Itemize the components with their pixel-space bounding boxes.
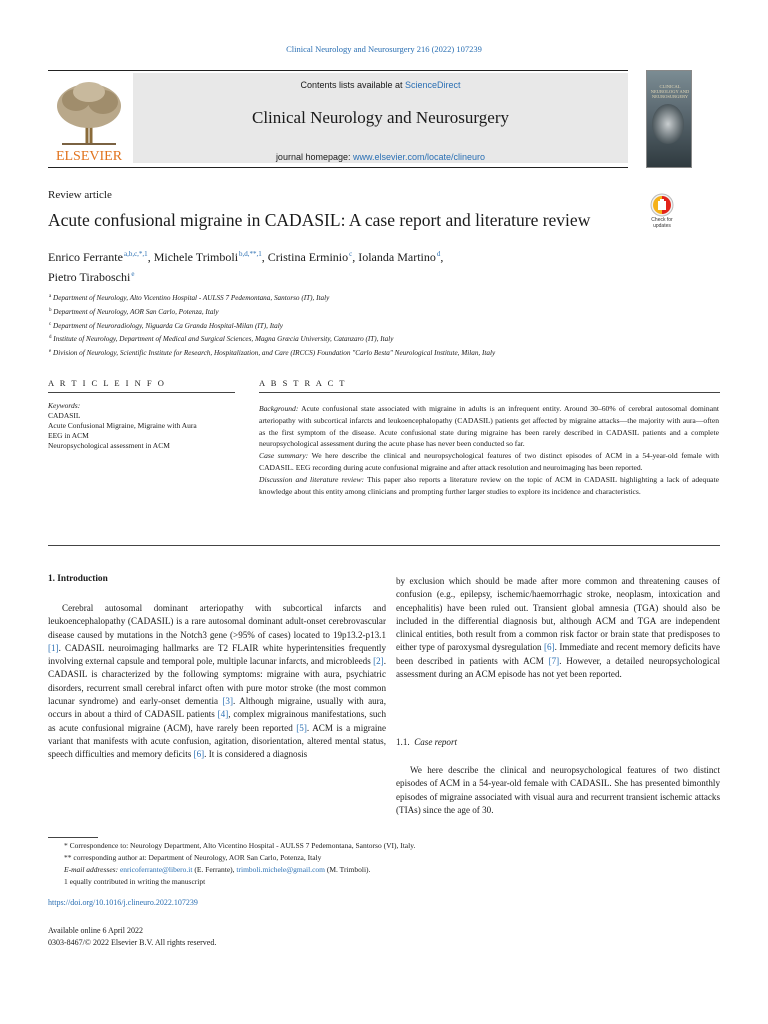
abstract-background: Background: Acute confusional state associated with migraine in adults is an infrequent entity. Around 30–60% of cerebral autosomal dominant arteriopathy with subcortical infarcts and leukoencephalopathy (CADASIL) patients get affected by migraine attacks—the majority with aura—often as the first symptom of the disease. Acute confusional state during migraine has been rarely described in CADASIL patients and a complete neuropsychological assessment during the acute phase has never been conducted so far. (259, 404, 719, 449)
divider (259, 392, 720, 393)
email-link[interactable]: enricoferrante@libero.it (119, 865, 193, 874)
footnote-emails: E-mail addresses: enricoferrante@libero.it (E. Ferrante), trimboli.michele@gmail.com (M. Trimboli). (64, 865, 371, 874)
author[interactable]: Enrico Ferrante$^{a,b,c,*,1}$ (48, 250, 148, 264)
check-for-updates-badge[interactable] (645, 193, 679, 229)
copyright: 0303-8467/© 2022 Elsevier B.V. All rights reserved. (48, 938, 217, 947)
author[interactable]: Michele Trimboli$^{b,d,**,1}$ (153, 250, 262, 264)
abstract-body (259, 403, 719, 497)
case-report-paragraph: We here describe the clinical and neuropsychological features of two distinct episodes of ACM in a 54-year-old female with CADASIL. She has presented bimonthly episodes of migraine associated with visual aura and recurrent transient ischemic attacks (TIAs) since the age of 30. (396, 765, 720, 815)
keyword: CADASIL (48, 411, 81, 420)
introduction-paragraph-continued: by exclusion which should be made after more common and threatening causes of confusion (e.g., epilepsy, ischemic/haemorrhagic stroke, neoplasm, intoxication and encephalitis) have been ruled out. Transient global amnesia (TGA) should also be included in the differential diagnosis but, although ACM and TGA are independent clinical entities, both result from a common risk factor or brain state that predisposes to either type of paroxysmal dysregulation [6]. Immediate and recent memory deficits have been described in patients with ACM [7]. However, a detailed neuropsychological assessment during an ACM episode has not yet been reported. (396, 576, 720, 680)
publisher-wordmark: ELSEVIER (55, 149, 123, 164)
email-link[interactable]: trimboli.michele@gmail.com (236, 865, 325, 874)
abstract-heading: A B S T R A C T (259, 378, 347, 388)
affiliation: $^a$ Department of Neurology, Alto Vicentino Hospital - AULSS 7 Pedemontana, Santorso (IT), Italy (49, 294, 330, 302)
article-type: Review article (48, 189, 112, 201)
author-list: Enrico Ferrante$^{a,b,c,*,1}$, Michele Trimboli$^{b,d,**,1}$, Cristina Erminio$^c$, Iolanda Martino$^d$, Pietro Tiraboschi$^e$ (48, 250, 444, 284)
abstract-discussion: Discussion and literature review: This paper also reports a literature review on the topic of ACM in CADASIL highlighting a lack of adequate knowledge about this entity among clinicians and prompting further larger studies to explore its incidence and characteristics. (259, 474, 719, 496)
introduction-paragraph: Cerebral autosomal dominant arteriopathy with subcortical infarcts and leukoencephalopathy (CADASIL) is a rare autosomal dominant adult-onset cerebrovascular disease caused by mutations in the Notch3 gene (>95% of cases) located to 19p13.2-p13.1 [1]. CADASIL neuroimaging hallmarks are T2 FLAIR white hyperintensities frequently involving external capsule and temporal pole, multiple lacunar infarcts, and microbleeds [2]. CADASIL is characterized by the following symptoms: migraine with aura, psychiatric disorders, recurrent small cerebral infarct often with pure motor stroke (the most common lacunar syndrome) and early-onset dementia [3]. Although migraine, usually with aura, occurs in about a third of CADASIL patients [4], complex migrainous manifestations, such as acute confusional migraine (ACM), have rarely been reported [5]. ACM is a migraine variant that manifests with acute confusion, agitation, disorientation, altered mental status, speech difficulties and memory deficits [6]. It is considered a diagnosis (48, 603, 386, 760)
footnote: * Correspondence to: Neurology Department, Alto Vicentino Hospital - AULSS 7 Pedemontana, Santorso (VI), Italy. (64, 841, 416, 850)
keyword: EEG in ACM (48, 431, 89, 440)
footnote: ** corresponding author at: Department of Neurology, AOR San Carlo, Potenza, Italy (64, 853, 322, 862)
badge-label: Check for updates (651, 217, 673, 229)
divider (48, 392, 235, 393)
cover-brain-image (652, 104, 684, 144)
contents-line (133, 80, 628, 90)
affiliation: $^d$ Institute of Neurology, Department of Medical and Surgical Sciences, Magna Græcia University, Catanzaro (IT), Italy (49, 335, 394, 344)
citation-link[interactable]: [6] (544, 642, 555, 653)
affiliation: $^e$ Division of Neurology, Scientific Institute for Research, Hospitalization, and Care (IRCCS) Foundation "Carlo Besta" Neurological Institute, Milan, Italy (49, 349, 496, 358)
citation-link[interactable]: [3] (222, 696, 234, 707)
citation-link[interactable]: [2] (373, 656, 384, 667)
citation-link[interactable]: [1] (48, 642, 59, 653)
doi-link[interactable]: https://doi.org/10.1016/j.clineuro.2022.107239 (48, 898, 198, 907)
keyword: Neuropsychological assessment in ACM (48, 441, 170, 450)
case-report-heading: 1.1. Case report (396, 737, 458, 747)
author[interactable]: Pietro Tiraboschi$^e$ (48, 270, 135, 284)
citation-link[interactable]: [7] (548, 655, 560, 666)
abstract-case-summary: Case summary: We here describe the clinical and neuropsychological features of two distinct episodes of ACM in a 54-year-old female with CADASIL. EEG recording during acute confusional migraine and after attack resolution and neuroimaging has been reported. (259, 451, 719, 472)
article-title: Acute confusional migraine in CADASIL: A case report and literature review (48, 210, 591, 230)
footnote: 1 equally contributed in writing the manuscript (64, 877, 206, 886)
divider (48, 545, 720, 546)
footnotes (48, 840, 728, 888)
journal-reference[interactable]: Clinical Neurology and Neurosurgery 216 (2022) 107239 (286, 44, 482, 54)
footnote-divider (48, 837, 98, 838)
introduction-heading: 1. Introduction (48, 574, 108, 584)
homepage-link[interactable]: www.elsevier.com/locate/clineuro (353, 152, 486, 162)
journal-homepage-line (133, 152, 628, 162)
journal-title: Clinical Neurology and Neurosurgery (252, 108, 509, 127)
citation-link[interactable]: [4] (217, 709, 229, 720)
keywords-label: Keywords: (48, 401, 81, 410)
author[interactable]: Iolanda Martino$^d$ (358, 250, 441, 264)
homepage-prefix: journal homepage: (275, 152, 353, 162)
citation-link[interactable]: [6] (193, 749, 205, 760)
affiliations (48, 291, 688, 360)
citation-link[interactable]: [5] (296, 722, 307, 733)
keyword: Acute Confusional Migraine, Migraine with Aura (48, 421, 197, 430)
publication-info (48, 925, 216, 949)
contents-prefix: Contents lists available at (300, 80, 406, 90)
article-info-heading: A R T I C L E I N F O (48, 378, 166, 388)
affiliation: $^c$ Department of Neuroradiology, Niguarda Ca Granda Hospital-Milan (IT), Italy (49, 321, 283, 330)
sciencedirect-link[interactable]: ScienceDirect (405, 80, 461, 90)
affiliation: $^b$ Department of Neurology, AOR San Carlo, Potenza, Italy (49, 307, 219, 316)
keywords-block (48, 401, 228, 451)
author[interactable]: Cristina Erminio$^c$ (267, 250, 353, 264)
elsevier-logo (48, 76, 130, 164)
availability: Available online 6 April 2022 (48, 926, 143, 935)
cover-label: CLINICAL NEUROLOGY AND NEUROSURGERY (650, 84, 690, 99)
